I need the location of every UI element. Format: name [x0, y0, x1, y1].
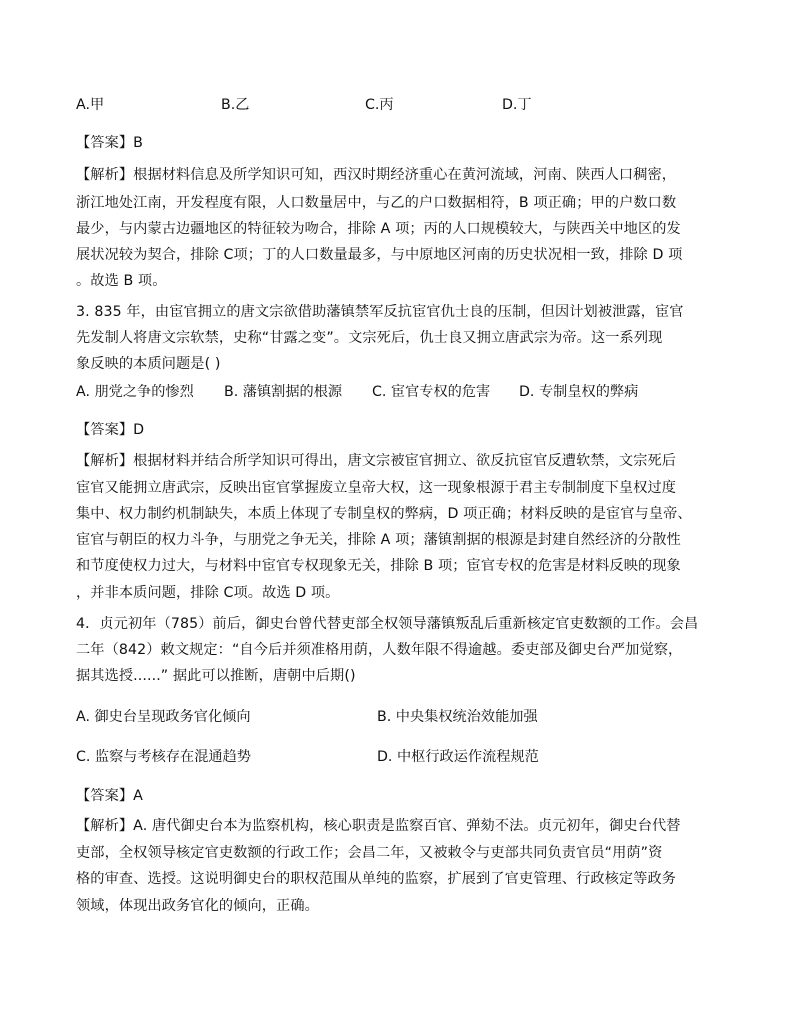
q2-analysis-line: 【解析】根据材料信息及所学知识可知，西汉时期经济重心在黄河流域，河南、陕西人口稠密，: [76, 167, 677, 183]
q2-option-d: D.丁: [502, 97, 532, 113]
q4-analysis-line: 【解析】A. 唐代御史台本为监察机构，核心职责是监察百官、弹劾不法。贞元初年，御史台代替: [76, 818, 681, 834]
q3-answer: 【答案】D: [76, 422, 145, 438]
q4-answer: 【答案】A: [76, 788, 143, 804]
q4-stem-line: 据其选授......” 据此可以推断，唐朝中后期(): [76, 668, 356, 684]
q2-option-c: C.丙: [365, 97, 394, 113]
q3-option-a: A. 朋党之争的惨烈: [76, 384, 194, 400]
q3-analysis-line: 集中、权力制约机制缺失，本质上体现了专制皇权的弊病，D 项正确；材料反映的是宦官与皇帝、: [76, 506, 692, 522]
q2-option-a: A.甲: [76, 97, 105, 113]
q4-option-b: B. 中央集权统治效能加强: [377, 709, 538, 725]
q3-stem-line: 先发制人将唐文宗软禁，史称“甘露之变”。文宗死后，仇士良又拥立唐武宗为帝。这一系列现: [76, 330, 663, 346]
q3-analysis-line: 【解析】根据材料并结合所学知识可得出，唐文宗被宦官拥立、欲反抗宦官反遭软禁，文宗死后: [76, 453, 677, 469]
q4-analysis-line: 领域，体现出政务官化的倾向，正确。: [76, 898, 319, 914]
q3-analysis-line: 和节度使权力过大，与材料中宦官专权现象无关，排除 B 项；宦官专权的危害是材料反映的现象: [76, 558, 681, 574]
q2-analysis-line: 浙江地处江南，开发程度有限，人口数量居中，与乙的户口数据相符，B 项正确；甲的户数口数: [76, 195, 677, 211]
q3-option-c: C. 宦官专权的危害: [372, 384, 491, 400]
q3-analysis-line: 宦官与朝臣的权力斗争，与朋党之争无关，排除 A 项；藩镇割据的根源是封建自然经济的分散性: [76, 532, 681, 548]
q4-option-c: C. 监察与考核存在混通趋势: [76, 749, 251, 765]
q3-analysis-line: 宦官又能拥立唐武宗，反映出宦官掌握废立皇帝大权，这一现象根源于君主专制制度下皇权过度: [76, 480, 677, 496]
q2-analysis-line: 。故选 B 项。: [76, 273, 167, 289]
q3-stem-line: 象反映的本质问题是( ): [76, 356, 221, 372]
q4-analysis-line: 吏部，全权领导核定官吏数额的行政工作；会昌二年，又被敕令与吏部共同负责官员“用荫”资: [76, 845, 663, 861]
q3-analysis-line: ，并非本质问题，排除 C项。故选 D 项。: [76, 585, 340, 601]
q4-option-a: A. 御史台呈现政务官化倾向: [76, 709, 251, 725]
q3-option-b: B. 藩镇割据的根源: [224, 384, 343, 400]
q4-stem-line: 4．贞元初年（785）前后，御史台曾代替吏部全权领导藩镇叛乱后重新核定官吏数额的工作。会昌: [76, 616, 699, 632]
q2-analysis-line: 最少，与内蒙古边疆地区的特征较为吻合，排除 A 项；丙的人口规模较大，与陕西关中地区的发: [76, 221, 681, 237]
q4-stem-line: 二年（842）敕文规定：“自今后并须准格用荫，人数年限不得逾越。委吏部及御史台严加觉察，: [76, 642, 683, 658]
q4-option-d: D. 中枢行政运作流程规范: [377, 749, 539, 765]
q2-answer: 【答案】B: [76, 135, 143, 151]
q4-analysis-line: 格的审查、选授。这说明御史台的职权范围从单纯的监察，扩展到了官吏管理、行政核定等政务: [76, 871, 677, 887]
q2-option-b: B.乙: [221, 97, 250, 113]
q3-option-d: D. 专制皇权的弊病: [519, 384, 639, 400]
q2-analysis-line: 展状况较为契合，排除 C项；丁的人口数量最多，与中原地区河南的历史状况相一致，排除 D 项: [76, 247, 683, 263]
q3-stem-line: 3. 835 年，由宦官拥立的唐文宗欲借助藩镇禁军反抗宦官仇士良的压制，但因计划被泄露，宦官: [76, 304, 684, 320]
